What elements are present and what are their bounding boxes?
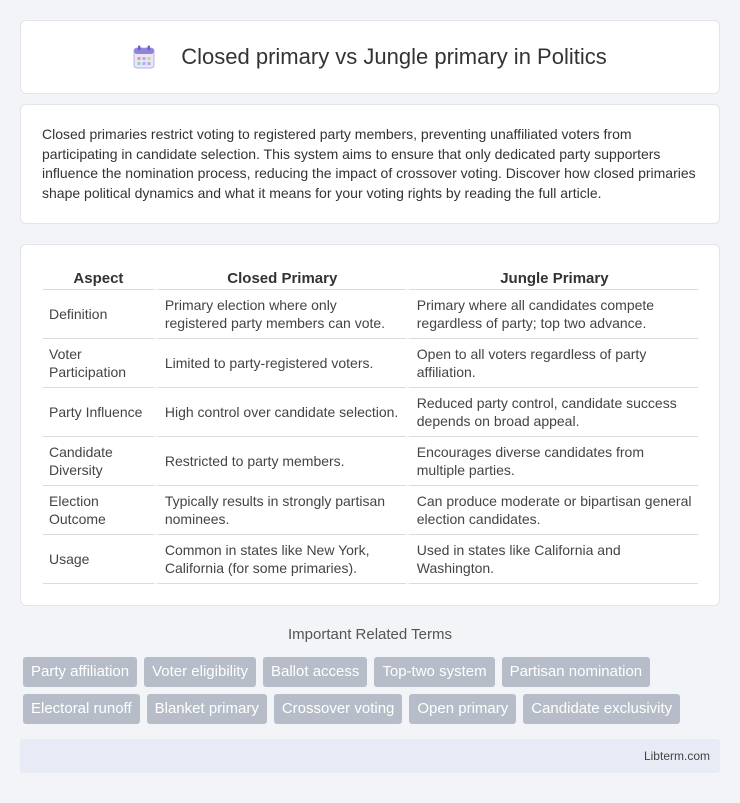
table-cell-jungle: Used in states like California and Washington.	[406, 535, 698, 584]
page-title: Closed primary vs Jungle primary in Politics	[181, 44, 607, 69]
table-cell-aspect: Usage	[43, 535, 154, 584]
tag-open-primary[interactable]: Open primary	[409, 694, 516, 724]
table-cell-aspect: Candidate Diversity	[43, 437, 154, 486]
table-cell-aspect: Voter Participation	[43, 339, 154, 388]
calendar-icon	[133, 45, 155, 69]
tag-row	[23, 694, 723, 724]
tag-partisan-nomination[interactable]: Partisan nomination	[502, 657, 651, 687]
comparison-table-card	[20, 244, 720, 606]
tag-ballot-access[interactable]: Ballot access	[263, 657, 367, 687]
table-cell-jungle: Reduced party control, candidate success depends on broad appeal.	[406, 388, 698, 437]
footer-site-link[interactable]: Libterm.com	[643, 749, 710, 763]
tag-party-affiliation[interactable]: Party affiliation	[23, 657, 137, 687]
intro-card	[20, 104, 720, 224]
column-header-closed-primary: Closed Primary	[154, 265, 406, 290]
table-row	[43, 388, 698, 437]
table-row	[43, 290, 698, 339]
table-cell-closed: Restricted to party members.	[154, 437, 406, 486]
header-card	[20, 20, 720, 94]
table-row	[43, 339, 698, 388]
column-header-jungle-primary: Jungle Primary	[406, 265, 698, 290]
column-header-aspect: Aspect	[43, 265, 154, 290]
tag-crossover-voting[interactable]: Crossover voting	[274, 694, 403, 724]
table-cell-closed: Limited to party-registered voters.	[154, 339, 406, 388]
tag-blanket-primary[interactable]: Blanket primary	[147, 694, 267, 724]
table-cell-jungle: Encourages diverse candidates from multiple parties.	[406, 437, 698, 486]
table-cell-jungle: Open to all voters regardless of party affiliation.	[406, 339, 698, 388]
intro-text: Closed primaries restrict voting to registered party members, preventing unaffiliated voters from participating in candidate selection. This system aims to ensure that only dedicated party supporters influence the nomination process, reducing the impact of crossover voting. Discover how closed primaries shape political dynamics and what it means for your voting rights by reading the full article.	[42, 126, 696, 201]
table-cell-aspect: Definition	[43, 290, 154, 339]
table-cell-jungle: Can produce moderate or bipartisan general election candidates.	[406, 486, 698, 535]
table-cell-closed: Common in states like New York, California (for some primaries).	[154, 535, 406, 584]
table-row	[43, 437, 698, 486]
related-terms-tags	[23, 657, 723, 731]
table-cell-aspect: Party Influence	[43, 388, 154, 437]
table-cell-closed: Primary election where only registered party members can vote.	[154, 290, 406, 339]
table-cell-jungle: Primary where all candidates compete regardless of party; top two advance.	[406, 290, 698, 339]
footer	[20, 739, 720, 773]
table-header-row	[43, 265, 698, 290]
tag-top-two-system[interactable]: Top-two system	[374, 657, 494, 687]
table-cell-closed: Typically results in strongly partisan nominees.	[154, 486, 406, 535]
tag-candidate-exclusivity[interactable]: Candidate exclusivity	[523, 694, 680, 724]
table-row	[43, 535, 698, 584]
related-terms-title: Important Related Terms	[288, 626, 452, 643]
tag-row	[23, 657, 723, 687]
table-cell-closed: High control over candidate selection.	[154, 388, 406, 437]
comparison-table	[43, 265, 698, 584]
table-cell-aspect: Election Outcome	[43, 486, 154, 535]
table-row	[43, 486, 698, 535]
tag-electoral-runoff[interactable]: Electoral runoff	[23, 694, 140, 724]
tag-voter-eligibility[interactable]: Voter eligibility	[144, 657, 256, 687]
